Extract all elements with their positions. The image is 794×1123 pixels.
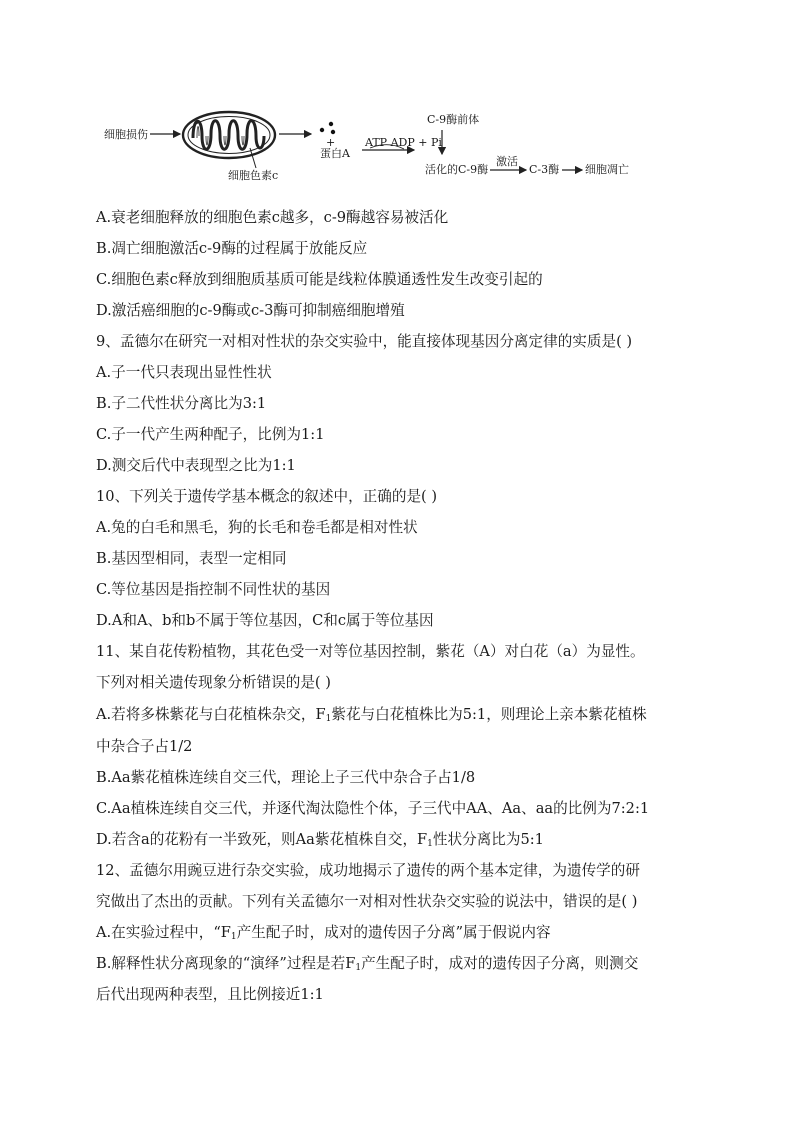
question-list <box>96 202 716 1010</box>
q11-option-a-pre: A.若将多株紫花与白花植株杂交，F <box>96 706 326 723</box>
q10-stem: 10、下列关于遗传学基本概念的叙述中，正确的是( ) <box>96 488 438 505</box>
q9-stem: 9、孟德尔在研究一对相对性状的杂交实验中，能直接体现基因分离定律的实质是( ) <box>96 333 633 350</box>
q12-option-b-sub: 1 <box>355 963 362 973</box>
q11-option-a-line-1 <box>96 698 716 731</box>
q12-stem-line-2: 究做出了杰出的贡献。下列有关孟德尔一对相对性状杂交实验的说法中，错误的是( ) <box>96 893 638 910</box>
q8-option-b: B.凋亡细胞激活c-9酶的过程属于放能反应 <box>96 240 368 257</box>
q12-option-b-line-1 <box>96 948 716 979</box>
q8-option-a: A.衰老细胞释放的细胞色素c越多，c-9酶越容易被活化 <box>96 209 449 226</box>
label-atp-adp: ATP ADP + Pi <box>365 136 442 149</box>
label-apoptosis: 细胞凋亡 <box>585 163 629 176</box>
q12-option-a-sub: 1 <box>230 932 237 942</box>
label-c9-precursor: C-9酶前体 <box>427 113 480 126</box>
label-activate: 激活 <box>496 155 518 168</box>
q12-option-b-line-2: 后代出现两种表型，且比例接近1:1 <box>96 986 324 1003</box>
q11-option-a-sub: 1 <box>325 714 332 724</box>
q9-option-a: A.子一代只表现出显性性状 <box>96 364 272 381</box>
q11-stem-line-2: 下列对相关遗传现象分析错误的是( ) <box>96 674 331 691</box>
q11-stem-line-1: 11、某自花传粉植物，其花色受一对等位基因控制，紫花（A）对白花（a）为显性。 <box>96 643 645 660</box>
q12-option-a <box>96 917 716 948</box>
label-plus: + <box>326 136 336 149</box>
q12-option-b-post: 产生配子时，成对的遗传因子分离，则测交 <box>361 955 639 972</box>
mitochondrion-icon <box>183 112 275 158</box>
q11-option-a-post: 紫花与白花植株比为5:1，则理论上亲本紫花植株 <box>331 706 647 723</box>
q10-option-d: D.A和A、b和b不属于等位基因，C和c属于等位基因 <box>96 612 434 629</box>
label-activated-c9: 活化的C-9酶 <box>425 163 489 176</box>
q11-option-d-pre: D.若含a的花粉有一半致死，则Aa紫花植株自交，F <box>96 831 428 848</box>
label-cell-damage: 细胞损伤 <box>104 128 148 141</box>
q9-option-b: B.子二代性状分离比为3:1 <box>96 395 267 412</box>
q10-option-a: A.兔的白毛和黑毛，狗的长毛和卷毛都是相对性状 <box>96 519 418 536</box>
q11-option-d <box>96 824 716 855</box>
q11-option-d-post: 性状分离比为5:1 <box>432 831 544 848</box>
q9-option-c: C.子一代产生两种配子，比例为1:1 <box>96 426 325 443</box>
label-c3: C-3酶 <box>529 163 560 176</box>
q9-option-d: D.测交后代中表现型之比为1:1 <box>96 457 296 474</box>
apoptosis-pathway-diagram <box>96 108 656 188</box>
q11-option-c: C.Aa植株连续自交三代，并逐代淘汰隐性个体，子三代中AA、Aa、aa的比例为7:2:1 <box>96 800 650 817</box>
q10-option-c: C.等位基因是指控制不同性状的基因 <box>96 581 331 598</box>
q12-stem-line-1: 12、孟德尔用豌豆进行杂交实验，成功地揭示了遗传的两个基本定律，为遗传学的研 <box>96 862 640 879</box>
q11-option-a-line-2: 中杂合子占1/2 <box>96 738 193 755</box>
q12-option-b-pre: B.解释性状分离现象的“演绎”过程是若F <box>96 955 356 972</box>
label-protein-a: 蛋白A <box>320 147 350 160</box>
label-cytochrome-c: 细胞色素c <box>228 169 279 182</box>
q11-option-b: B.Aa紫花植株连续自交三代，理论上子三代中杂合子占1/8 <box>96 769 476 786</box>
q8-option-d: D.激活癌细胞的c-9酶或c-3酶可抑制癌细胞增殖 <box>96 302 405 319</box>
cytochrome-dots <box>320 122 335 134</box>
q10-option-b: B.基因型相同，表型一定相同 <box>96 550 287 567</box>
q11-option-d-sub: 1 <box>427 839 433 849</box>
q8-option-c: C.细胞色素c释放到细胞质基质可能是线粒体膜通透性发生改变引起的 <box>96 271 543 288</box>
q12-option-a-post: 产生配子时，成对的遗传因子分离”属于假说内容 <box>236 924 551 941</box>
q12-option-a-pre: A.在实验过程中，“F <box>96 924 231 941</box>
